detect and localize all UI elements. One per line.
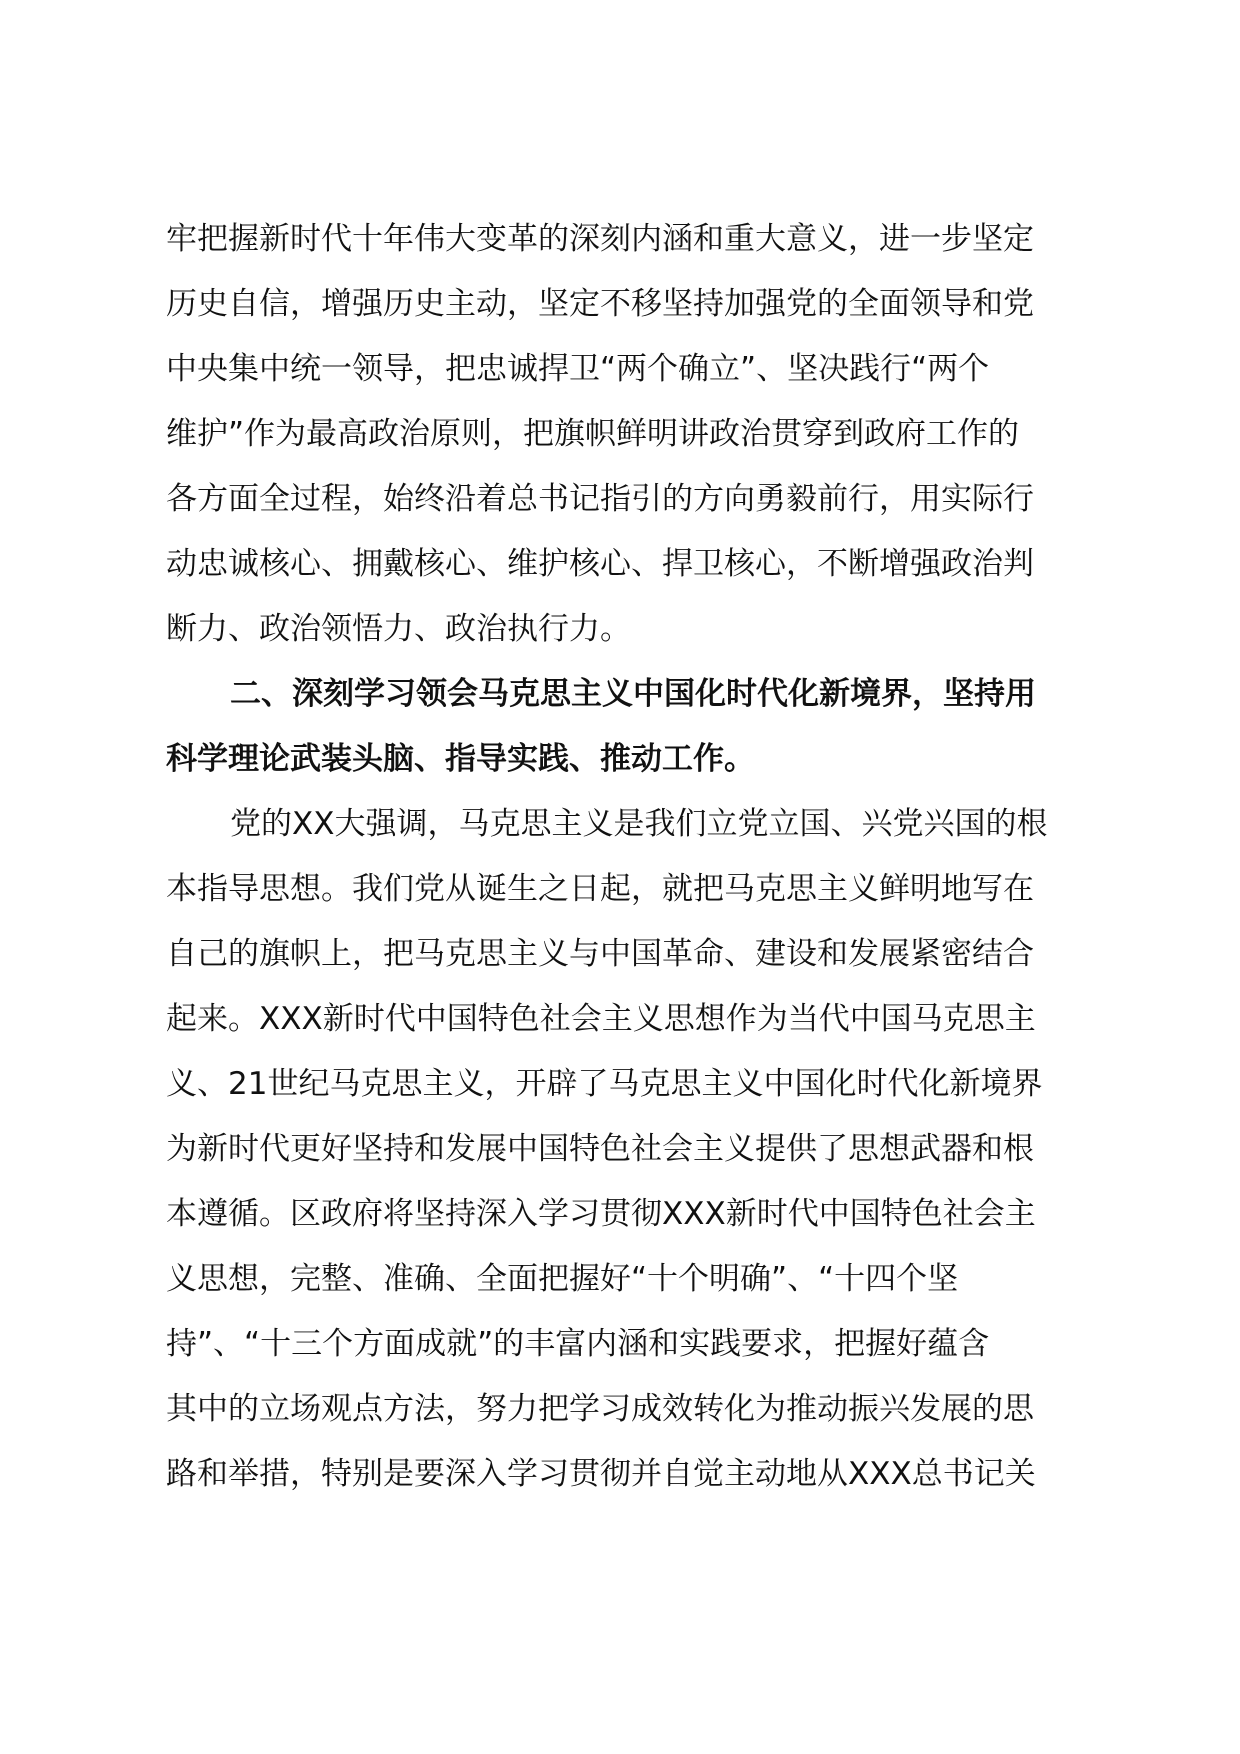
- text-line: 为新时代更好坚持和发展中国特色社会主义提供了思想武器和根: [166, 1131, 1034, 1167]
- body-paragraph: [166, 207, 1110, 662]
- text-line: 义、21世纪马克思主义，开辟了马克思主义中国化时代化新境界: [166, 1066, 1043, 1102]
- heading-line: 二、深刻学习领会马克思主义中国化时代化新境界，坚持用: [230, 676, 1036, 712]
- text-line: 本指导思想。我们党从诞生之日起，就把马克思主义鲜明地写在: [166, 871, 1034, 907]
- text-line: 各方面全过程，始终沿着总书记指引的方向勇毅前行，用实际行: [166, 481, 1034, 517]
- document-content: [166, 207, 1110, 1507]
- text-line: 本遵循。区政府将坚持深入学习贯彻XXX新时代中国特色社会主: [166, 1196, 1036, 1232]
- text-line: 牢把握新时代十年伟大变革的深刻内涵和重大意义，进一步坚定: [166, 221, 1034, 257]
- text-line: 义思想，完整、准确、全面把握好“十个明确”、“十四个坚: [166, 1261, 959, 1297]
- text-line: 自己的旗帜上，把马克思主义与中国革命、建设和发展紧密结合: [166, 936, 1034, 972]
- text-line: 维护”作为最高政治原则，把旗帜鲜明讲政治贯穿到政府工作的: [166, 416, 1020, 452]
- text-line: 动忠诚核心、拥戴核心、维护核心、捍卫核心，不断增强政治判: [166, 546, 1034, 582]
- text-line: 路和举措，特别是要深入学习贯彻并自觉主动地从XXX总书记关: [166, 1456, 1036, 1492]
- text-line: 中央集中统一领导，把忠诚捍卫“两个确立”、坚决践行“两个: [166, 351, 990, 387]
- text-line: 历史自信，增强历史主动，坚定不移坚持加强党的全面领导和党: [166, 286, 1034, 322]
- section-heading: [166, 662, 1110, 792]
- text-line: 起来。XXX新时代中国特色社会主义思想作为当代中国马克思主: [166, 1001, 1036, 1037]
- text-line: 其中的立场观点方法，努力把学习成效转化为推动振兴发展的思: [166, 1391, 1034, 1427]
- text-line: 断力、政治领悟力、政治执行力。: [166, 611, 631, 647]
- body-paragraph: [166, 792, 1110, 1507]
- text-line: 持”、“十三个方面成就”的丰富内涵和实践要求，把握好蕴含: [166, 1326, 990, 1362]
- heading-line: 科学理论武装头脑、指导实践、推动工作。: [166, 741, 755, 777]
- text-line: 党的XX大强调，马克思主义是我们立党立国、兴党兴国的根: [230, 806, 1048, 842]
